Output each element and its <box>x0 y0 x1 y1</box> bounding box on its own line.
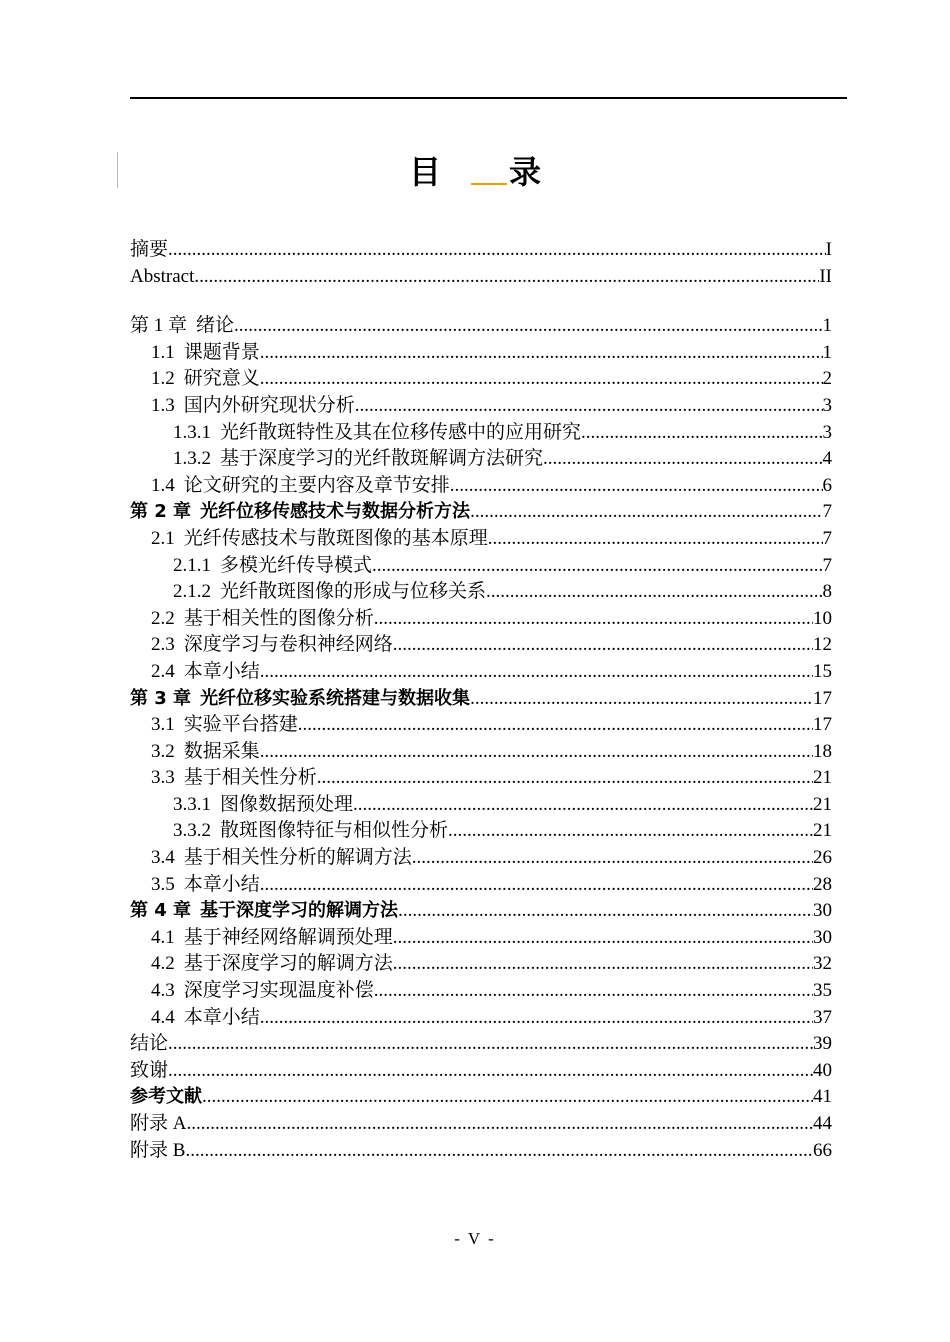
toc-entry-label <box>151 526 488 553</box>
toc-leader-dots <box>412 845 813 872</box>
toc-leader-dots <box>470 686 813 713</box>
toc-entry[interactable] <box>130 686 832 713</box>
toc-entry[interactable] <box>130 579 832 606</box>
toc-entry-title: 数据采集 <box>183 740 260 762</box>
toc-entry-page: II <box>819 265 832 287</box>
toc-entry-label <box>151 739 260 766</box>
toc-entry-label <box>130 1058 168 1085</box>
toc-entry-number: 2.4 <box>151 660 175 682</box>
toc-entry-number: 1.3 <box>151 394 175 416</box>
toc-entry-page: 21 <box>813 793 832 815</box>
toc-entry-label <box>130 313 234 340</box>
toc-entry-number: 1.1 <box>151 341 175 363</box>
toc-entry[interactable] <box>130 446 832 473</box>
toc-entry[interactable] <box>130 1084 832 1111</box>
title-char-1: 目 <box>408 153 441 191</box>
toc-entry-label <box>130 686 470 713</box>
toc-entry-title: 论文研究的主要内容及章节安排 <box>183 474 450 496</box>
toc-entry-page: 21 <box>813 767 832 789</box>
toc-entry[interactable] <box>130 1111 832 1138</box>
toc-entry[interactable] <box>130 1031 832 1058</box>
toc-entry-number: 4.4 <box>151 1006 175 1028</box>
toc-entry[interactable] <box>130 712 832 739</box>
toc-entry-number: 第 3 章 <box>130 687 192 709</box>
toc-entry-page: 17 <box>813 714 832 736</box>
toc-entry-number: 2.1.2 <box>173 581 211 603</box>
toc-entry-page: 4 <box>822 448 832 470</box>
toc-entry-page: 39 <box>813 1033 832 1055</box>
toc-entry-number: 4.1 <box>151 926 175 948</box>
toc-entry-title: 结论 <box>130 1033 169 1055</box>
toc-entry-title: 课题背景 <box>183 341 260 363</box>
toc-entry-title: 本章小结 <box>183 660 260 682</box>
toc-entry[interactable] <box>130 526 832 553</box>
toc-entry-page: 18 <box>813 740 832 762</box>
toc-leader-dots <box>260 366 823 393</box>
toc-entry-label <box>130 1111 186 1138</box>
toc-leader-dots <box>448 818 813 845</box>
toc-entry-page: 26 <box>813 847 832 869</box>
toc-entry-title: 附录 B <box>130 1139 186 1161</box>
toc-entry-title: 基于相关性的图像分析 <box>183 607 374 629</box>
toc-entry-label <box>130 898 398 925</box>
toc-entry-number: 第 2 章 <box>130 501 192 523</box>
toc-leader-dots <box>168 1031 813 1058</box>
toc-leader-dots <box>374 978 813 1005</box>
toc-entry[interactable] <box>130 739 832 766</box>
toc-entry-number: 3.3 <box>151 767 175 789</box>
toc-entry-page: 66 <box>813 1139 832 1161</box>
toc-entry-label <box>151 473 450 500</box>
toc-leader-dots <box>260 872 813 899</box>
toc-entry-label <box>151 845 412 872</box>
toc-entry-page: 8 <box>822 581 832 603</box>
toc-entry-label <box>151 366 260 393</box>
toc-entry-title: 绪论 <box>196 315 235 337</box>
toc-entry-page: 2 <box>822 368 832 390</box>
toc-leader-dots <box>260 659 813 686</box>
toc-entry-number: 2.3 <box>151 634 175 656</box>
toc-entry-number: 2.2 <box>151 607 175 629</box>
toc-entry-label <box>151 393 355 420</box>
toc-entry-title: 基于深度学习的光纤散斑解调方法研究 <box>220 448 544 470</box>
toc-entry-page: 41 <box>813 1086 832 1108</box>
toc-entry-number: 1.2 <box>151 368 175 390</box>
toc-entry-title: 参考文献 <box>130 1086 202 1108</box>
toc-entry-label <box>130 1138 185 1165</box>
toc-entry-number: 4.2 <box>151 953 175 975</box>
toc-entry-title: 基于相关性分析 <box>183 767 317 789</box>
toc-entry-number: 3.2 <box>151 740 175 762</box>
toc-entry[interactable] <box>130 606 832 633</box>
toc-entry-page: 35 <box>813 980 832 1002</box>
toc-entry-page: 3 <box>822 394 832 416</box>
toc-entry-label <box>151 340 260 367</box>
page-title <box>0 148 950 196</box>
toc-leader-dots <box>398 898 813 925</box>
toc-entry-page: 21 <box>813 820 832 842</box>
toc-entry-page: 1 <box>822 315 832 337</box>
toc-entry-page: 40 <box>813 1059 832 1081</box>
toc-entry-label <box>130 1031 168 1058</box>
toc-entry[interactable] <box>130 237 832 264</box>
toc-leader-dots <box>194 264 819 291</box>
toc-leader-dots <box>372 553 822 580</box>
toc-entry-label <box>173 792 353 819</box>
toc-entry-label <box>151 659 260 686</box>
toc-entry-title: 国内外研究现状分析 <box>183 394 355 416</box>
toc-entry[interactable] <box>130 313 832 340</box>
toc-entry-title: 光纤散斑图像的形成与位移关系 <box>220 581 487 603</box>
page-number: - V - <box>454 1229 496 1248</box>
toc-entry-page: 1 <box>822 341 832 363</box>
toc-leader-dots <box>168 237 826 264</box>
toc-entry-title: 附录 A <box>130 1113 187 1134</box>
toc-leader-dots <box>393 951 813 978</box>
toc-entry-title: 深度学习与卷积神经网络 <box>183 634 393 656</box>
toc-entry[interactable] <box>130 872 832 899</box>
toc-entry-page: 3 <box>822 421 832 443</box>
toc-entry[interactable] <box>130 632 832 659</box>
toc-entry-title: 基于深度学习的解调方法 <box>183 953 393 975</box>
toc-entry-label <box>130 1084 202 1111</box>
title-underline-mark <box>471 153 507 185</box>
toc-entry-label <box>130 499 470 526</box>
toc-entry-number: 3.5 <box>151 873 175 895</box>
toc-entry-page: 17 <box>813 687 832 709</box>
header-rule <box>130 97 847 99</box>
toc-entry[interactable] <box>130 420 832 447</box>
toc-entry-label <box>151 978 374 1005</box>
toc-entry-title: Abstract <box>130 265 195 287</box>
toc-entry[interactable] <box>130 818 832 845</box>
toc-entry[interactable] <box>130 898 832 925</box>
toc-entry[interactable] <box>130 473 832 500</box>
toc-entry-title: 光纤位移实验系统搭建与数据收集 <box>200 687 471 709</box>
toc-entry-title: 实验平台搭建 <box>183 714 298 736</box>
toc-entry[interactable] <box>130 978 832 1005</box>
toc-entry-page: 30 <box>813 926 832 948</box>
toc-entry[interactable] <box>130 264 832 291</box>
toc-entry-number: 1.3.2 <box>173 448 211 470</box>
toc-entry-label <box>130 237 168 264</box>
toc-entry-number: 1.3.1 <box>173 421 211 443</box>
toc-entry-page: 7 <box>822 501 832 523</box>
toc-entry-label <box>151 925 393 952</box>
toc-entry-title: 图像数据预处理 <box>220 793 354 815</box>
toc-leader-dots <box>260 739 813 766</box>
toc-entry-page: 10 <box>813 607 832 629</box>
toc-entry-title: 光纤位移传感技术与数据分析方法 <box>200 501 471 523</box>
toc-leader-dots <box>168 1058 813 1085</box>
toc-entry-label <box>173 446 543 473</box>
toc-entry-number: 1.4 <box>151 474 175 496</box>
toc-entry-page: 7 <box>822 554 832 576</box>
toc-entry-number: 3.4 <box>151 847 175 869</box>
toc-leader-dots <box>234 313 822 340</box>
toc-entry-title: 研究意义 <box>183 368 260 390</box>
toc-entry[interactable] <box>130 340 832 367</box>
toc-entry-label <box>151 712 298 739</box>
title-char-2: 录 <box>509 153 542 191</box>
toc-entry[interactable] <box>130 951 832 978</box>
toc-entry-label <box>173 818 448 845</box>
toc-entry[interactable] <box>130 499 832 526</box>
toc-entry-number: 4.3 <box>151 980 175 1002</box>
toc-entry-label <box>173 579 486 606</box>
toc-entry[interactable] <box>130 792 832 819</box>
table-of-contents <box>130 237 832 1164</box>
toc-entry[interactable] <box>130 1058 832 1085</box>
toc-entry-number: 2.1 <box>151 527 175 549</box>
toc-leader-dots <box>543 446 822 473</box>
toc-entry[interactable] <box>130 925 832 952</box>
toc-entry-page: I <box>825 239 832 260</box>
toc-entry[interactable] <box>130 1005 832 1032</box>
toc-leader-dots <box>581 420 822 447</box>
toc-entry-title: 致谢 <box>130 1059 169 1081</box>
toc-entry-title: 光纤传感技术与散斑图像的基本原理 <box>183 527 488 549</box>
toc-entry-number: 第 1 章 <box>130 315 188 337</box>
toc-entry-title: 散斑图像特征与相似性分析 <box>220 820 449 842</box>
toc-entry-label <box>130 264 194 291</box>
toc-entry-label <box>151 1005 260 1032</box>
toc-leader-dots <box>185 1138 813 1165</box>
toc-entry[interactable] <box>130 845 832 872</box>
toc-entry-label <box>151 606 374 633</box>
toc-entry-page: 44 <box>813 1113 832 1134</box>
toc-entry[interactable] <box>130 393 832 420</box>
toc-entry-number: 第 4 章 <box>130 900 192 922</box>
toc-leader-dots <box>393 632 813 659</box>
toc-entry-label <box>151 951 393 978</box>
toc-entry-title: 深度学习实现温度补偿 <box>183 980 374 1002</box>
toc-leader-dots <box>393 925 813 952</box>
toc-entry-label <box>151 632 393 659</box>
toc-entry-page: 30 <box>813 900 832 922</box>
toc-leader-dots <box>450 473 823 500</box>
toc-entry-label <box>151 765 317 792</box>
toc-entry-title: 基于深度学习的解调方法 <box>200 900 399 922</box>
toc-entry-page: 7 <box>822 527 832 549</box>
toc-leader-dots <box>202 1084 813 1111</box>
toc-leader-dots <box>260 1005 813 1032</box>
toc-entry-number: 2.1.1 <box>173 554 211 576</box>
toc-entry-title: 多模光纤传导模式 <box>220 554 373 576</box>
toc-entry-page: 15 <box>813 660 832 682</box>
toc-entry[interactable] <box>130 765 832 792</box>
toc-entry-page: 28 <box>813 873 832 895</box>
toc-leader-dots <box>486 579 822 606</box>
toc-entry[interactable] <box>130 659 832 686</box>
toc-leader-dots <box>260 340 823 367</box>
toc-entry-title: 基于神经网络解调预处理 <box>183 926 393 948</box>
toc-leader-dots <box>488 526 823 553</box>
toc-entry-page: 12 <box>813 634 832 656</box>
toc-entry-number: 3.1 <box>151 714 175 736</box>
toc-leader-dots <box>374 606 813 633</box>
toc-entry-page: 6 <box>822 474 832 496</box>
toc-entry-title: 光纤散斑特性及其在位移传感中的应用研究 <box>220 421 582 443</box>
toc-entry[interactable] <box>130 366 832 393</box>
toc-entry-title: 本章小结 <box>183 873 260 895</box>
toc-entry-page: 37 <box>813 1006 832 1028</box>
toc-entry-title: 基于相关性分析的解调方法 <box>183 847 412 869</box>
toc-leader-dots <box>298 712 813 739</box>
toc-leader-dots <box>353 792 813 819</box>
toc-leader-dots <box>186 1111 813 1138</box>
toc-entry-number: 3.3.2 <box>173 820 211 842</box>
toc-entry-page: 32 <box>813 953 832 975</box>
toc-leader-dots <box>317 765 813 792</box>
toc-entry-label <box>173 553 372 580</box>
toc-leader-dots <box>355 393 823 420</box>
toc-entry-label <box>173 420 581 447</box>
toc-entry-title: 本章小结 <box>183 1006 260 1028</box>
toc-entry[interactable] <box>130 553 832 580</box>
toc-entry[interactable] <box>130 1138 832 1165</box>
toc-entry-label <box>151 872 260 899</box>
toc-entry-title: 摘要 <box>130 239 169 260</box>
toc-entry-number: 3.3.1 <box>173 793 211 815</box>
toc-leader-dots <box>470 499 822 526</box>
